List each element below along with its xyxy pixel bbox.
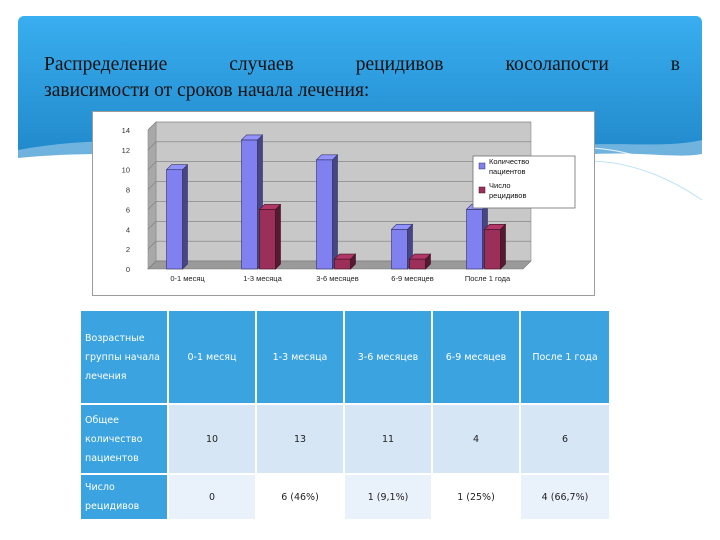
x-tick-label: 1-3 месяца [243, 274, 282, 283]
y-tick-label: 4 [125, 225, 130, 235]
table-cell: 11 [344, 404, 432, 474]
legend-swatch [479, 163, 485, 169]
table-row-label: Число рецидивов [80, 474, 168, 520]
table-header-cell: 1-3 месяца [256, 310, 344, 404]
bar [335, 254, 356, 269]
y-tick-label: 12 [121, 145, 130, 155]
table-cell: 1 (9,1%) [344, 474, 432, 520]
data-table [79, 309, 611, 521]
table-cell: 4 (66,7%) [520, 474, 610, 520]
bar [317, 155, 338, 269]
x-tick-label: 6-9 месяцев [391, 274, 434, 283]
table-cell: 6 (46%) [256, 474, 344, 520]
table-cell: 6 [520, 404, 610, 474]
table-header-cell: 6-9 месяцев [432, 310, 520, 404]
y-tick-label: 6 [125, 205, 130, 215]
chart-side-wall [148, 122, 156, 269]
table-row-label: Общее количество пациентов [80, 404, 168, 474]
table-cell: 13 [256, 404, 344, 474]
table-cell: 10 [168, 404, 256, 474]
table-row [80, 474, 610, 520]
chart-frame [92, 111, 595, 296]
bar [410, 254, 431, 269]
table-row [80, 404, 610, 474]
legend-swatch [479, 187, 485, 193]
table-header-row [80, 310, 610, 404]
bar-chart [93, 112, 596, 297]
y-tick-label: 10 [121, 165, 130, 175]
table-header-cell: После 1 года [520, 310, 610, 404]
table-cell: 0 [168, 474, 256, 520]
table-header-cell: 0-1 месяц [168, 310, 256, 404]
x-tick-label: 3-6 месяцев [316, 274, 359, 283]
table-cell: 1 (25%) [432, 474, 520, 520]
slide-title [44, 52, 680, 104]
legend-label: Число рецидивов [489, 181, 527, 200]
bar [485, 224, 506, 269]
x-tick-label: 0-1 месяц [170, 274, 205, 283]
table-cell: 4 [432, 404, 520, 474]
bar [167, 165, 188, 269]
slide-title-line-2: зависимости от сроков начала лечения: [44, 80, 370, 101]
legend-label: Количество пациентов [489, 157, 530, 176]
slide-title-line-1: Распределение случаев рецидивов косолапости в [44, 54, 680, 75]
x-tick-label: После 1 года [464, 274, 511, 283]
y-tick-label: 8 [125, 185, 130, 195]
bar [260, 204, 281, 269]
table-header-row-label: Возрастные группы начала лечения [80, 310, 168, 404]
y-tick-label: 2 [125, 245, 130, 255]
table-header-cell: 3-6 месяцев [344, 310, 432, 404]
y-tick-label: 14 [121, 126, 130, 135]
y-tick-label: 0 [125, 265, 130, 274]
